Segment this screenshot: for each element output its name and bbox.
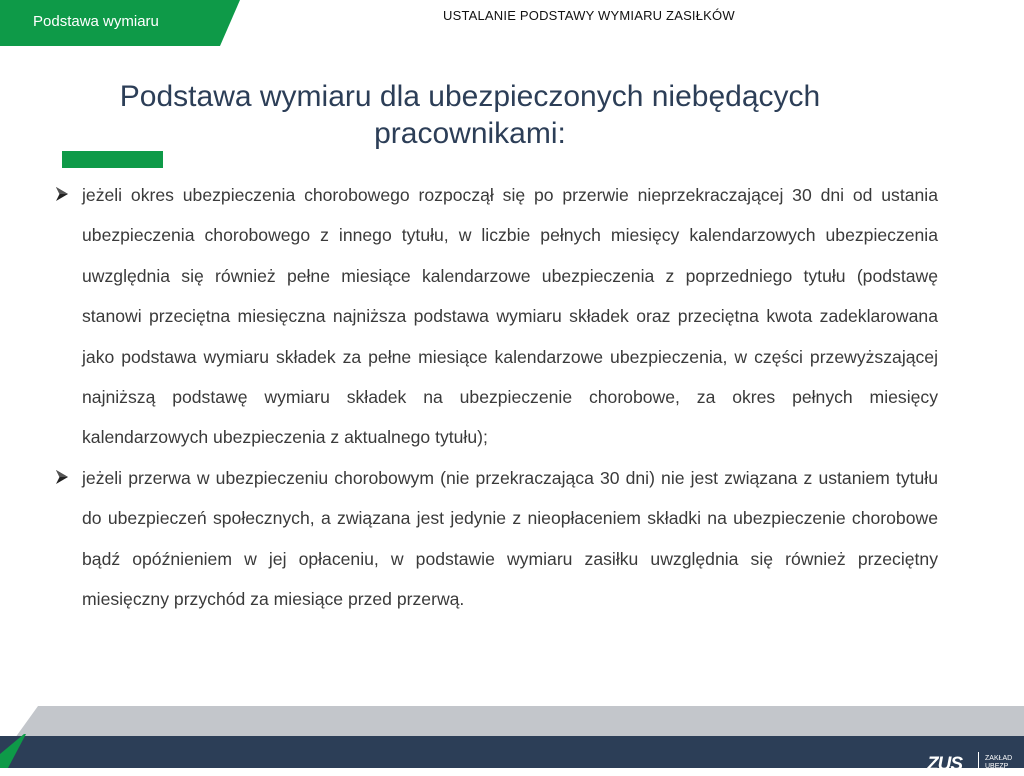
arrowhead-bullet-icon bbox=[55, 469, 69, 485]
zus-logo-subtext: ZAKŁAD UBEZP bbox=[985, 755, 1013, 770]
header-title: USTALANIE PODSTAWY WYMIARU ZASIŁKÓW bbox=[443, 8, 735, 23]
footer-navy-band bbox=[0, 736, 1024, 768]
bullet-text: jeżeli okres ubezpieczenia chorobowego rozpoczął się po przerwie nieprzekraczającej 30 dni od ustania ubezpieczenia chorobowego z innego tytułu, w liczbie pełnych miesięcy kalendarzowych ubezpieczenia uwzględnia się również pełne miesiące kalendarzowe ubezpieczenia z poprzedniego tytułu (podstawę stanowi przeciętna miesięczna najniższa podstawa wymiaru składek oraz przeciętna kwota zadeklarowana jako podstawa wymiaru składek za pełne miesiące kalendarzowe ubezpieczenia, w części przewyższającej najniższą podstawę wymiaru składek na ubezpieczenie chorobowe, za okres pełnych miesięcy kalendarzowych ubezpieczenia z aktualnego tytułu); bbox=[82, 185, 938, 448]
bullet-list bbox=[55, 175, 938, 619]
bullet-item bbox=[55, 175, 938, 458]
bullet-text: jeżeli przerwa w ubezpieczeniu chorobowym (nie przekraczająca 30 dni) nie jest związana z ustaniem tytułu do ubezpieczeń społecznych, a związana jest jedynie z nieopłaceniem składki na ubezpieczenie chorobowe bądź opóźnieniem w jej opłaceniu, w podstawie wymiaru zasiłku uwzględnia się również przeciętny miesięczny przychód za miesiące przed przerwą. bbox=[82, 467, 938, 610]
footer-gray-band bbox=[0, 706, 1024, 738]
bullet-item bbox=[55, 458, 938, 620]
arrowhead-bullet-icon bbox=[55, 186, 69, 202]
zus-logo: ZUS bbox=[927, 754, 962, 775]
title-accent-bar bbox=[62, 151, 163, 168]
logo-divider bbox=[978, 752, 979, 768]
section-tab-label: Podstawa wymiaru bbox=[33, 13, 159, 30]
page-title: Podstawa wymiaru dla ubezpieczonych niebędących pracownikami: bbox=[119, 80, 821, 151]
